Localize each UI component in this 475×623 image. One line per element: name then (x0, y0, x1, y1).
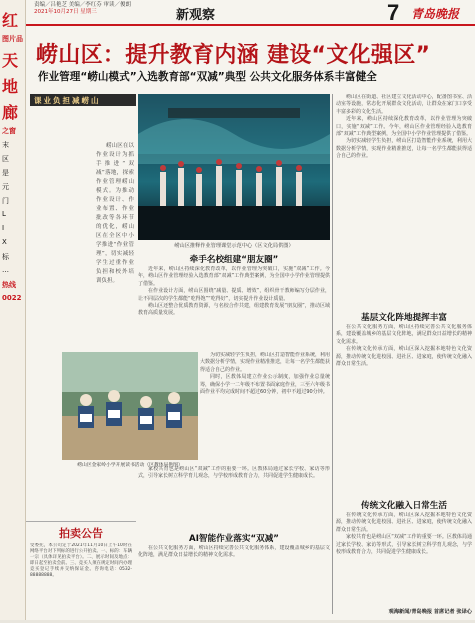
stage-photo-image (138, 94, 330, 240)
editor-credits: 责编／吕艳芝 美编／李红芬 审读／俊朗 (34, 2, 131, 8)
body-col3b: 在公共文化服务方面，崂山区持续完善公共文化服务体系，建设覆盖城乡的基层文化阵地，满足群众日益增长的精神文化需求。 (138, 545, 330, 559)
newspaper-page (26, 0, 475, 620)
strip-text: 地 (2, 77, 19, 96)
section-heading-2: AI智能作业落实“双减” (189, 534, 279, 544)
subheadline: 作业管理“崂山模式”入选教育部“双减”典型 公共文化服务体系丰富健全 (38, 71, 377, 83)
strip-text: 图片品 (2, 35, 23, 43)
section-heading-4: 传统文化融入日常生活 (361, 501, 447, 511)
reading-activity-photo (62, 352, 198, 460)
headline: 崂山区：提升教育内涵 建设“文化强区” (36, 43, 431, 68)
body-col4c: 在传统文化传承方面，崂山区深入挖掘本地特色文化资源，推动传统文化进校园、进社区、进家庭，使传统文化融入群众日常生活。 家校共育也是崂山区“双减”工作的重要一环。区教体局通过家长学校、家访等形式，引导家长树立科学育儿观念，与学校形成教育合力，共同促进学生健康成长。 (336, 512, 472, 556)
strip-text: 是 (2, 169, 9, 177)
body-col3: 家校共育也是崂山区“双减”工作的重要一环。区教体局通过家长学校、家访等形式，引导家长树立科学育儿观念，与学校形成教育合力，共同促进学生健康成长。 (138, 466, 330, 480)
strip-text: L (2, 210, 6, 218)
body-col4: 崂山区在街道、社区建立文化活动中心，配备图书室、活动室等设施，常态化开展群众文化活动，让群众在家门口享受丰富多彩的文化生活。 近年来，崂山区持续深化教育改革，以作业管理为突破口，实施“双减”工作。今年，崂山区作业管理经验入选教育部“双减”工作典型案例，为全国中小学作业管理提供了借鉴。 为切实减轻学生负担，崂山区打造智能作业系统，利用大数据分析学情，实现作业精准推送，让每一名学生都能获得适合自己的作业。 (336, 94, 472, 160)
strip-text: 红 (2, 11, 19, 30)
strip-text: 0022 (2, 294, 22, 302)
section-heading-1: 牵手名校组建“朋友圈” (189, 255, 279, 265)
auction-notice (26, 521, 136, 620)
issue-date: 2021年10月27日 星期三 (34, 9, 97, 15)
adjacent-page-strip (0, 0, 26, 620)
page-number: 7 (387, 0, 400, 25)
page-header (26, 0, 475, 26)
photo2-caption: 崂山区金家岭小学开展读书活动（区教体局供图） (77, 463, 183, 468)
strip-text: 区 (2, 155, 9, 163)
header-meta (34, 2, 131, 16)
stage-performance-photo (138, 94, 330, 240)
byline: 观海新闻/青岛晚报 首席记者 张译心 (388, 609, 472, 615)
theme-banner: 课业负担减崂山 (30, 94, 136, 106)
strip-text: 元 (2, 183, 9, 191)
auction-title: 拍卖公告 (59, 527, 103, 540)
photo1-caption: 崂山区推释作业管理课堂示范中心（区文化局供图） (174, 243, 294, 249)
strip-text: … (2, 266, 9, 274)
strip-text: I (2, 224, 5, 232)
section-title: 新观察 (176, 8, 216, 23)
newspaper-logo: 青岛晚报 (411, 7, 460, 21)
strip-text: 标 (2, 253, 9, 261)
strip-text: 之窗 (2, 127, 16, 135)
strip-text: X (2, 238, 7, 246)
strip-text: 门 (2, 197, 9, 205)
body-col4b: 在公共文化服务方面，崂山区持续完善公共文化服务体系，建设覆盖城乡的基层文化阵地，满足群众日益增长的精神文化需求。 在传统文化传承方面，崂山区深入挖掘本地特色文化资源，推动传统文化进校园、进社区、进家庭，使传统文化融入群众日常生活。 (336, 324, 472, 368)
body-col1: 近年来，崂山区持续深化教育改革，以作业管理为突破口，实施“双减”工作。今年，崂山区作业管理经验入选教育部“双减”工作典型案例，为全国中小学作业管理提供了借鉴。 在作业设计方面，崂山区围绕“减量、提质、增效”，组织骨干教师编写分层作业，让不同层次的学生都能“吃得饱”“吃得好”，切实提升作业设计质量。 崂山区还整合优质教育资源，与名校合作共建，组建教育发展“朋友圈”，推动区域教育高质量发展。 (138, 266, 330, 317)
reading-photo-image (62, 352, 198, 460)
body-col2: 为切实减轻学生负担，崂山区打造智能作业系统，利用大数据分析学情，实现作业精准推送，让每一名学生都能获得适合自己的作业。 同时，区教体局建立作业公示制度，加强作业总量统筹，确保小学一二年级不布置书面家庭作业，三至六年级书面作业平均完成时间不超过60分钟，初中不超过90分钟。 (200, 352, 330, 396)
column-divider (332, 94, 333, 614)
strip-text: 末 (2, 141, 9, 149)
strip-text: 热线 (2, 281, 16, 289)
section-heading-3: 基层文化阵地提挥丰富 (361, 313, 447, 323)
auction-text: 受委托，本公司定于2021年11月10日上午10时在网络平台对下列标的进行公开拍卖。一、标的：车辆一宗（具体详见拍卖平台）。二、展示时间及地点：即日起至拍卖会前。三、竞买人须在规定时间内办理竞买登记手续并交纳保证金。咨询电话：0532-88888888。 (30, 543, 132, 578)
strip-text: 廊 (2, 103, 19, 122)
strip-text: 天 (2, 51, 19, 70)
left-column-text: 崂山区在以作业设计为抓手推进“双减”落地，探索作业管理崂山模式。为推动作业设计、作业布置、作业批改等各环节的优化，崂山区在全区中小学推进“作业管理”，切实减轻学生过重作业负担和校外培训负担。 (96, 143, 134, 284)
